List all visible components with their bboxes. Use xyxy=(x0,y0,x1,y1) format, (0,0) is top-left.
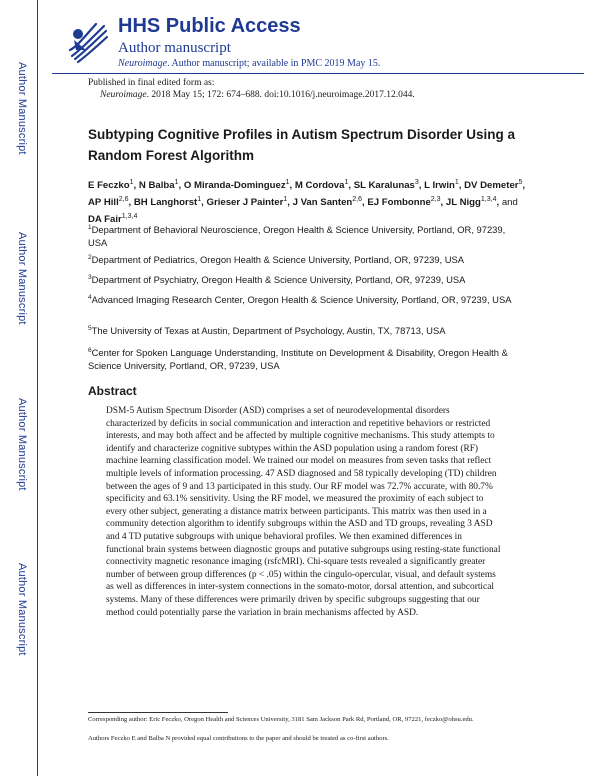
author-affiliation-ref: 1 xyxy=(344,179,349,186)
author-name[interactable]: E Feczko xyxy=(88,180,130,192)
sidebar-divider xyxy=(37,0,38,776)
journal-name: Neuroimage xyxy=(118,58,168,69)
author-name[interactable]: AP Hill xyxy=(88,197,119,209)
author-affiliation-ref: 1,3,4 xyxy=(480,196,497,204)
and-word: and xyxy=(501,197,518,209)
article-title: Subtyping Cognitive Profiles in Autism Spectrum Disorder Using a Random Forest Algorithm xyxy=(88,127,516,163)
abstract-body: DSM-5 Autism Spectrum Disorder (ASD) comprises a set of neurodevelopmental disorders characterized by deficits in social communication and interaction and repetitive behaviors or restricted interests, and may both affect and be affected by multiple cognitive mechanisms. This study attempts to identify and characterize cognitive subtypes within the ASD population using a random forest (RF) machine learning classification model. We trained our model on measures from seven tasks that reflect multiple levels of information processing. 47 ASD diagnosed and 58 typically developing (TD) children between the ages of 9 and 13 participated in this study. Our RF model was 72.7% accurate, with 80.7% specificity and 63.1% sensitivity. Using the RF model, we measured the proximity of each subject to every other subject, generating a distance matrix between participants. This matrix was then used in a community detection algorithm to identify subgroups within the ASD and TD groups, revealing 3 ASD and 4 TD putative subgroups with unique behavioral profiles. We then examined differences in functional brain systems between diagnostic groups and putative subgroups using resting-state functional connectivity magnetic resonance imaging (rsfcMRI). Chi-square tests revealed a significantly greater number of between group differences (p < .05) within the cingulo-opercular, visual, and default systems as well as differences in inter-system connections in the somato-motor, dorsal attention, and subcortical systems. Many of these differences were primarily driven by specific subgroups suggesting that our method could potentially parse the variation in brain mechanisms affected by ASD. xyxy=(106,406,501,618)
citation-details: . 2018 May 15; 172: 674–688. doi:10.1016/j.neuroimage.2017.12.044. xyxy=(146,90,415,100)
published-in-label: Published in final edited form as: xyxy=(88,78,215,88)
author-name[interactable]: JL Nigg xyxy=(445,197,481,209)
affiliation-text: The University of Texas at Austin, Department of Psychology, Austin, TX, 78713, USA xyxy=(91,325,446,337)
affiliation-number: 3 xyxy=(88,274,92,281)
affiliation xyxy=(88,291,518,306)
author-name[interactable]: J Van Santen xyxy=(292,197,353,209)
equal-contribution-footnote: Authors Feczko E and Balba N provided equal contributions to the paper and should be treated as co-first authors. xyxy=(88,735,389,742)
citation xyxy=(100,90,415,100)
author-name[interactable]: EJ Fombonne xyxy=(367,197,431,209)
author-manuscript-subtitle: Author manuscript xyxy=(118,40,231,56)
author-affiliation-ref: 1 xyxy=(174,179,179,186)
author-affiliation-ref: 1,3,4 xyxy=(121,213,138,221)
author-list: E Feczko$^1$, N Balba$^1$, O Miranda-Dominguez$^1$, M Cordova$^1$, SL Karalunas$^3$, L Irwin$^1$, DV Demeter$^5$, AP Hill$^{2,6}$, BH Langhorst$^1$, Grieser J Painter$^1$, J Van Santen$^{2,6}$, EJ Fombonne$^{2,3}$, JL Nigg$^{1,3,4}$, and DA Fair$^{1,3,4}$ xyxy=(88,179,526,226)
citation-journal: Neuroimage xyxy=(100,90,147,100)
author-name[interactable]: DA Fair xyxy=(88,214,122,226)
affiliation-number: 2 xyxy=(88,254,92,261)
author-affiliation-ref: 1 xyxy=(129,179,134,186)
author-name[interactable]: Grieser J Painter xyxy=(206,197,284,209)
affiliation-text: Department of Pediatrics, Oregon Health & Science University, Portland, OR, 97239, USA xyxy=(91,254,465,266)
affiliation xyxy=(88,344,518,372)
hhs-eagle-logo-icon xyxy=(66,20,110,64)
sidebar-author-manuscript-label: Author Manuscript xyxy=(16,563,28,656)
sidebar-author-manuscript-label: Author Manuscript xyxy=(16,62,28,155)
footnote-divider xyxy=(88,712,228,713)
author-name[interactable]: N Balba xyxy=(138,180,175,192)
author-affiliation-ref: 1 xyxy=(285,179,290,186)
sidebar-author-manuscript-label: Author Manuscript xyxy=(16,232,28,325)
author-affiliation-ref: 1 xyxy=(197,196,202,204)
header-divider xyxy=(52,73,584,74)
affiliation-number: 4 xyxy=(88,294,92,301)
affiliation-number: 5 xyxy=(88,325,92,332)
affiliation-number: 6 xyxy=(88,347,92,354)
hhs-public-access-title: HHS Public Access xyxy=(118,15,301,37)
affiliation-text: Department of Behavioral Neuroscience, Oregon Health & Science University, Portland, OR, 97239, USA xyxy=(88,224,506,249)
author-affiliation-ref: 2,6 xyxy=(352,196,363,204)
author-name[interactable]: SL Karalunas xyxy=(353,180,415,192)
affiliation xyxy=(88,251,518,266)
affiliation-number: 1 xyxy=(88,224,92,231)
affiliation-text: Center for Spoken Language Understanding, Institute on Development & Disability, Oregon Health & Science University, Portland, OR, 97239, USA xyxy=(88,347,508,372)
author-name[interactable]: DV Demeter xyxy=(464,180,519,192)
abstract-heading: Abstract xyxy=(88,384,137,398)
author-affiliation-ref: 2,6 xyxy=(118,196,129,204)
affiliation xyxy=(88,271,518,286)
author-name[interactable]: BH Langhorst xyxy=(133,197,198,209)
author-affiliation-ref: 1 xyxy=(283,196,288,204)
affiliation-text: Department of Psychiatry, Oregon Health & Science University, Portland, OR, 97239, USA xyxy=(91,274,466,286)
availability-text: . Author manuscript; available in PMC 2019 May 15. xyxy=(167,58,381,69)
sidebar-author-manuscript-label: Author Manuscript xyxy=(16,398,28,491)
author-name[interactable]: O Miranda-Dominguez xyxy=(183,180,286,192)
author-affiliation-ref: 3 xyxy=(414,179,419,186)
affiliation xyxy=(88,322,518,337)
author-affiliation-ref: 2,3 xyxy=(430,196,441,204)
author-name[interactable]: M Cordova xyxy=(294,180,345,192)
affiliation-text: Advanced Imaging Research Center, Oregon Health & Science University, Portland, OR, 97239, USA xyxy=(91,294,512,306)
corresponding-author-footnote: Corresponding author: Eric Feczko, Oregon Health and Sciences University, 3181 Sam Jackson Park Rd, Portland, OR, 97221, feczko@ohsu.edu. xyxy=(88,716,474,723)
author-affiliation-ref: 1 xyxy=(454,179,459,186)
author-name[interactable]: L Irwin xyxy=(424,180,455,192)
author-affiliation-ref: 5 xyxy=(518,179,523,186)
manuscript-availability xyxy=(118,58,380,69)
affiliation xyxy=(88,221,518,249)
